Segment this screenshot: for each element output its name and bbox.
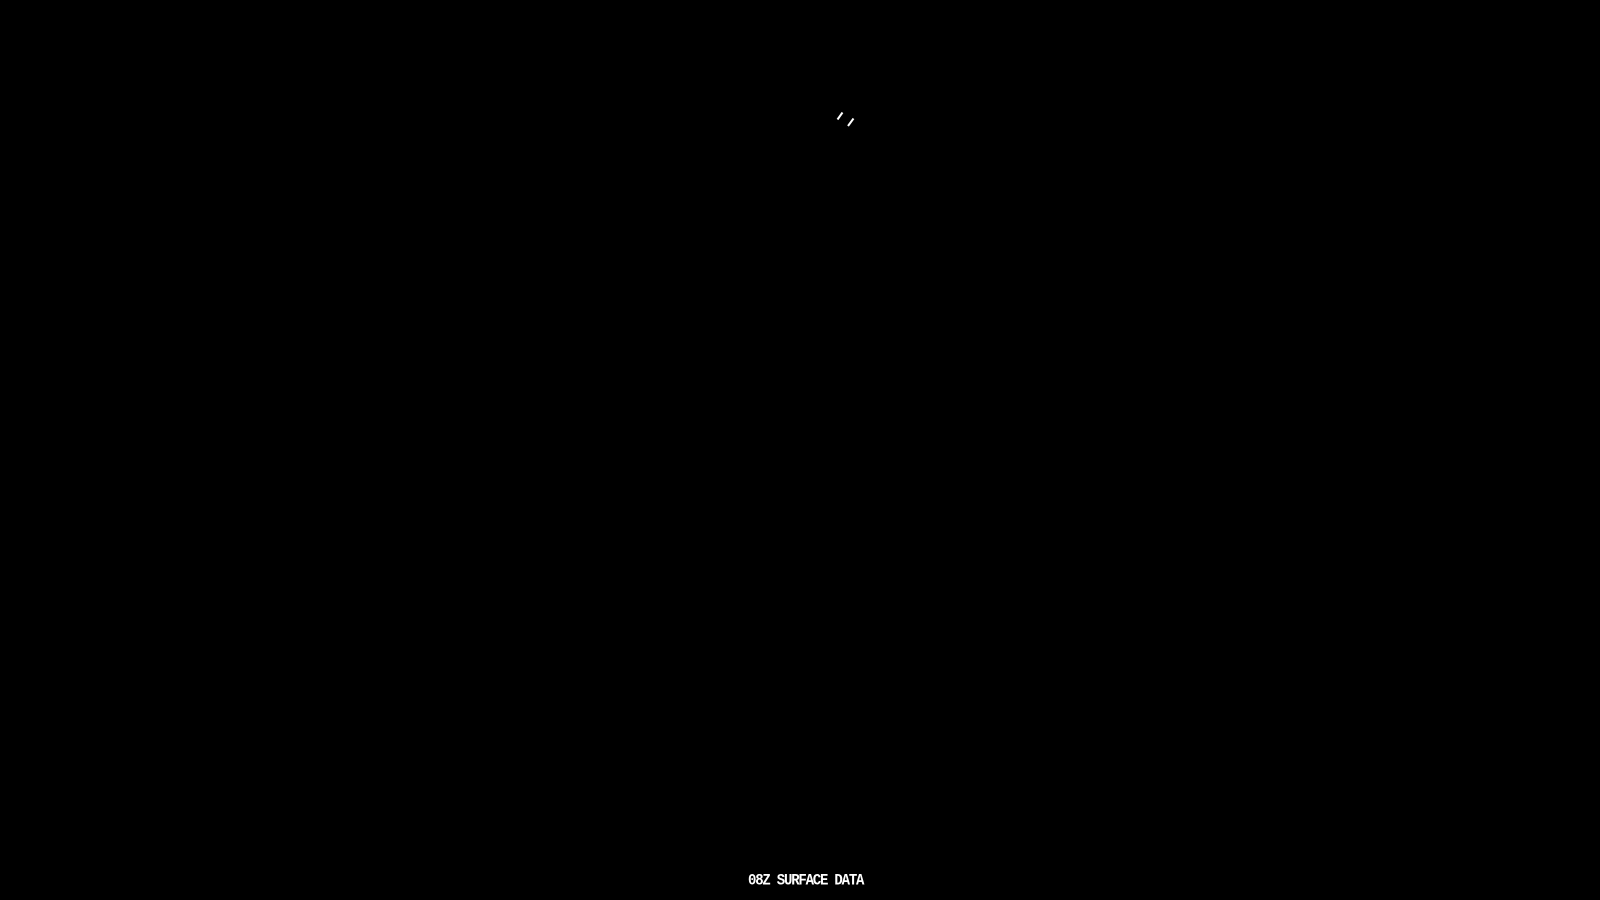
plot-caption: 08Z SURFACE DATA	[748, 871, 864, 891]
weather-symbol-stroke	[838, 113, 843, 120]
weather-symbol-stroke	[848, 119, 854, 127]
station-weather-symbol	[838, 113, 854, 127]
